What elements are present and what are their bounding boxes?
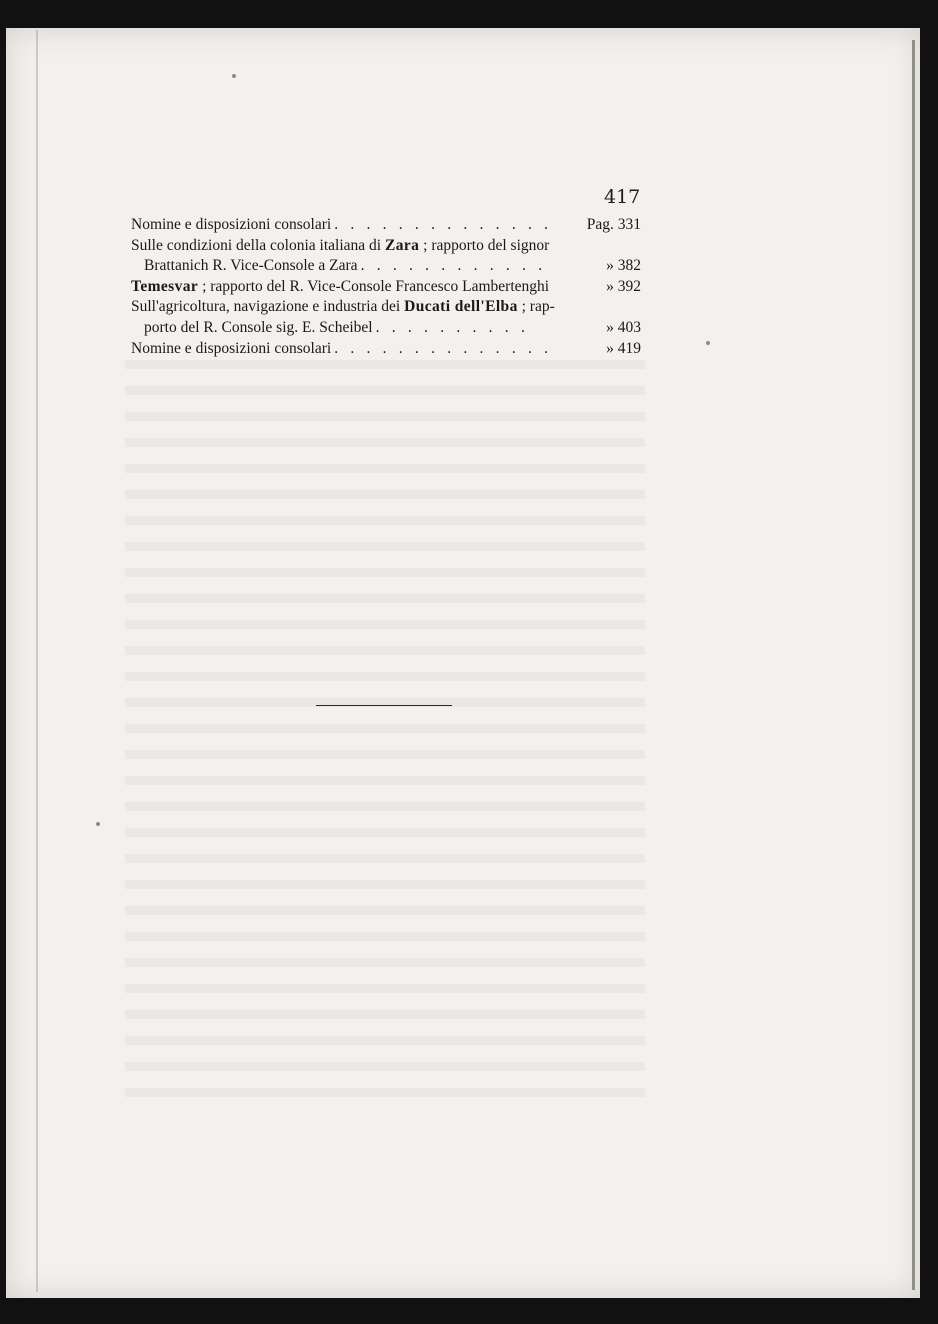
- toc-entry-text: Nomine e disposizioni consolari: [131, 216, 332, 233]
- toc-page-ref: » 403: [606, 318, 641, 336]
- toc-entry-text-cont: ; rap-: [517, 298, 555, 316]
- toc-entry-place: Ducati dell'Elba: [404, 298, 518, 316]
- toc-leader-dots: . . . . . . . . . . . . . .: [334, 216, 553, 233]
- toc-entry-zara: [131, 236, 641, 257]
- toc-entry-text: Nomine e disposizioni consolari: [131, 339, 332, 357]
- toc-entry-text: Sulle condizioni della colonia italiana di: [131, 236, 385, 254]
- binding-edge: [36, 30, 38, 1292]
- paper-speck: [96, 822, 100, 826]
- toc-entry-elba: [131, 297, 641, 318]
- toc-entry-text: Brattanich R. Vice-Console a Zara: [144, 257, 358, 275]
- toc-entry-zara-cont: [131, 256, 641, 277]
- toc-leader-dots: . . . . . . . . . . . .: [360, 257, 547, 275]
- toc-entry-text: porto del R. Console sig. E. Scheibel: [144, 318, 373, 336]
- section-divider-rule: [316, 705, 452, 706]
- toc-leader-dots: . . . . . . . . . . . . . .: [334, 339, 553, 357]
- toc-leader-dots: . . . . . . . . . .: [375, 318, 530, 336]
- toc-entry-place: Temesvar: [131, 277, 199, 295]
- toc-entry-temesvar: [131, 277, 641, 298]
- page-right-edge: [912, 40, 915, 1290]
- page-number: 417: [604, 186, 641, 208]
- toc-page-ref: Pag. 331: [586, 216, 641, 233]
- toc-entry-elba-cont: [131, 318, 641, 339]
- toc-entry-text-cont: ; rapporto del R. Vice-Console Francesco Lambertenghi: [198, 277, 550, 295]
- toc-entry-nomine-1: [131, 215, 641, 236]
- toc-entry-text: Sull'agricoltura, navigazione e industria dei: [131, 298, 405, 316]
- paper-speck: [232, 74, 236, 78]
- table-of-contents: [131, 215, 641, 359]
- bleed-through-text: [125, 360, 645, 1100]
- toc-entry-nomine-2: [131, 339, 641, 360]
- toc-entry-text-cont: ; rapporto del signor: [419, 236, 550, 254]
- paper-speck: [706, 341, 710, 345]
- toc-page-ref: » 392: [606, 277, 641, 295]
- toc-page-ref: » 382: [606, 257, 641, 275]
- toc-entry-place: Zara: [384, 236, 420, 254]
- toc-page-ref: » 419: [606, 339, 641, 357]
